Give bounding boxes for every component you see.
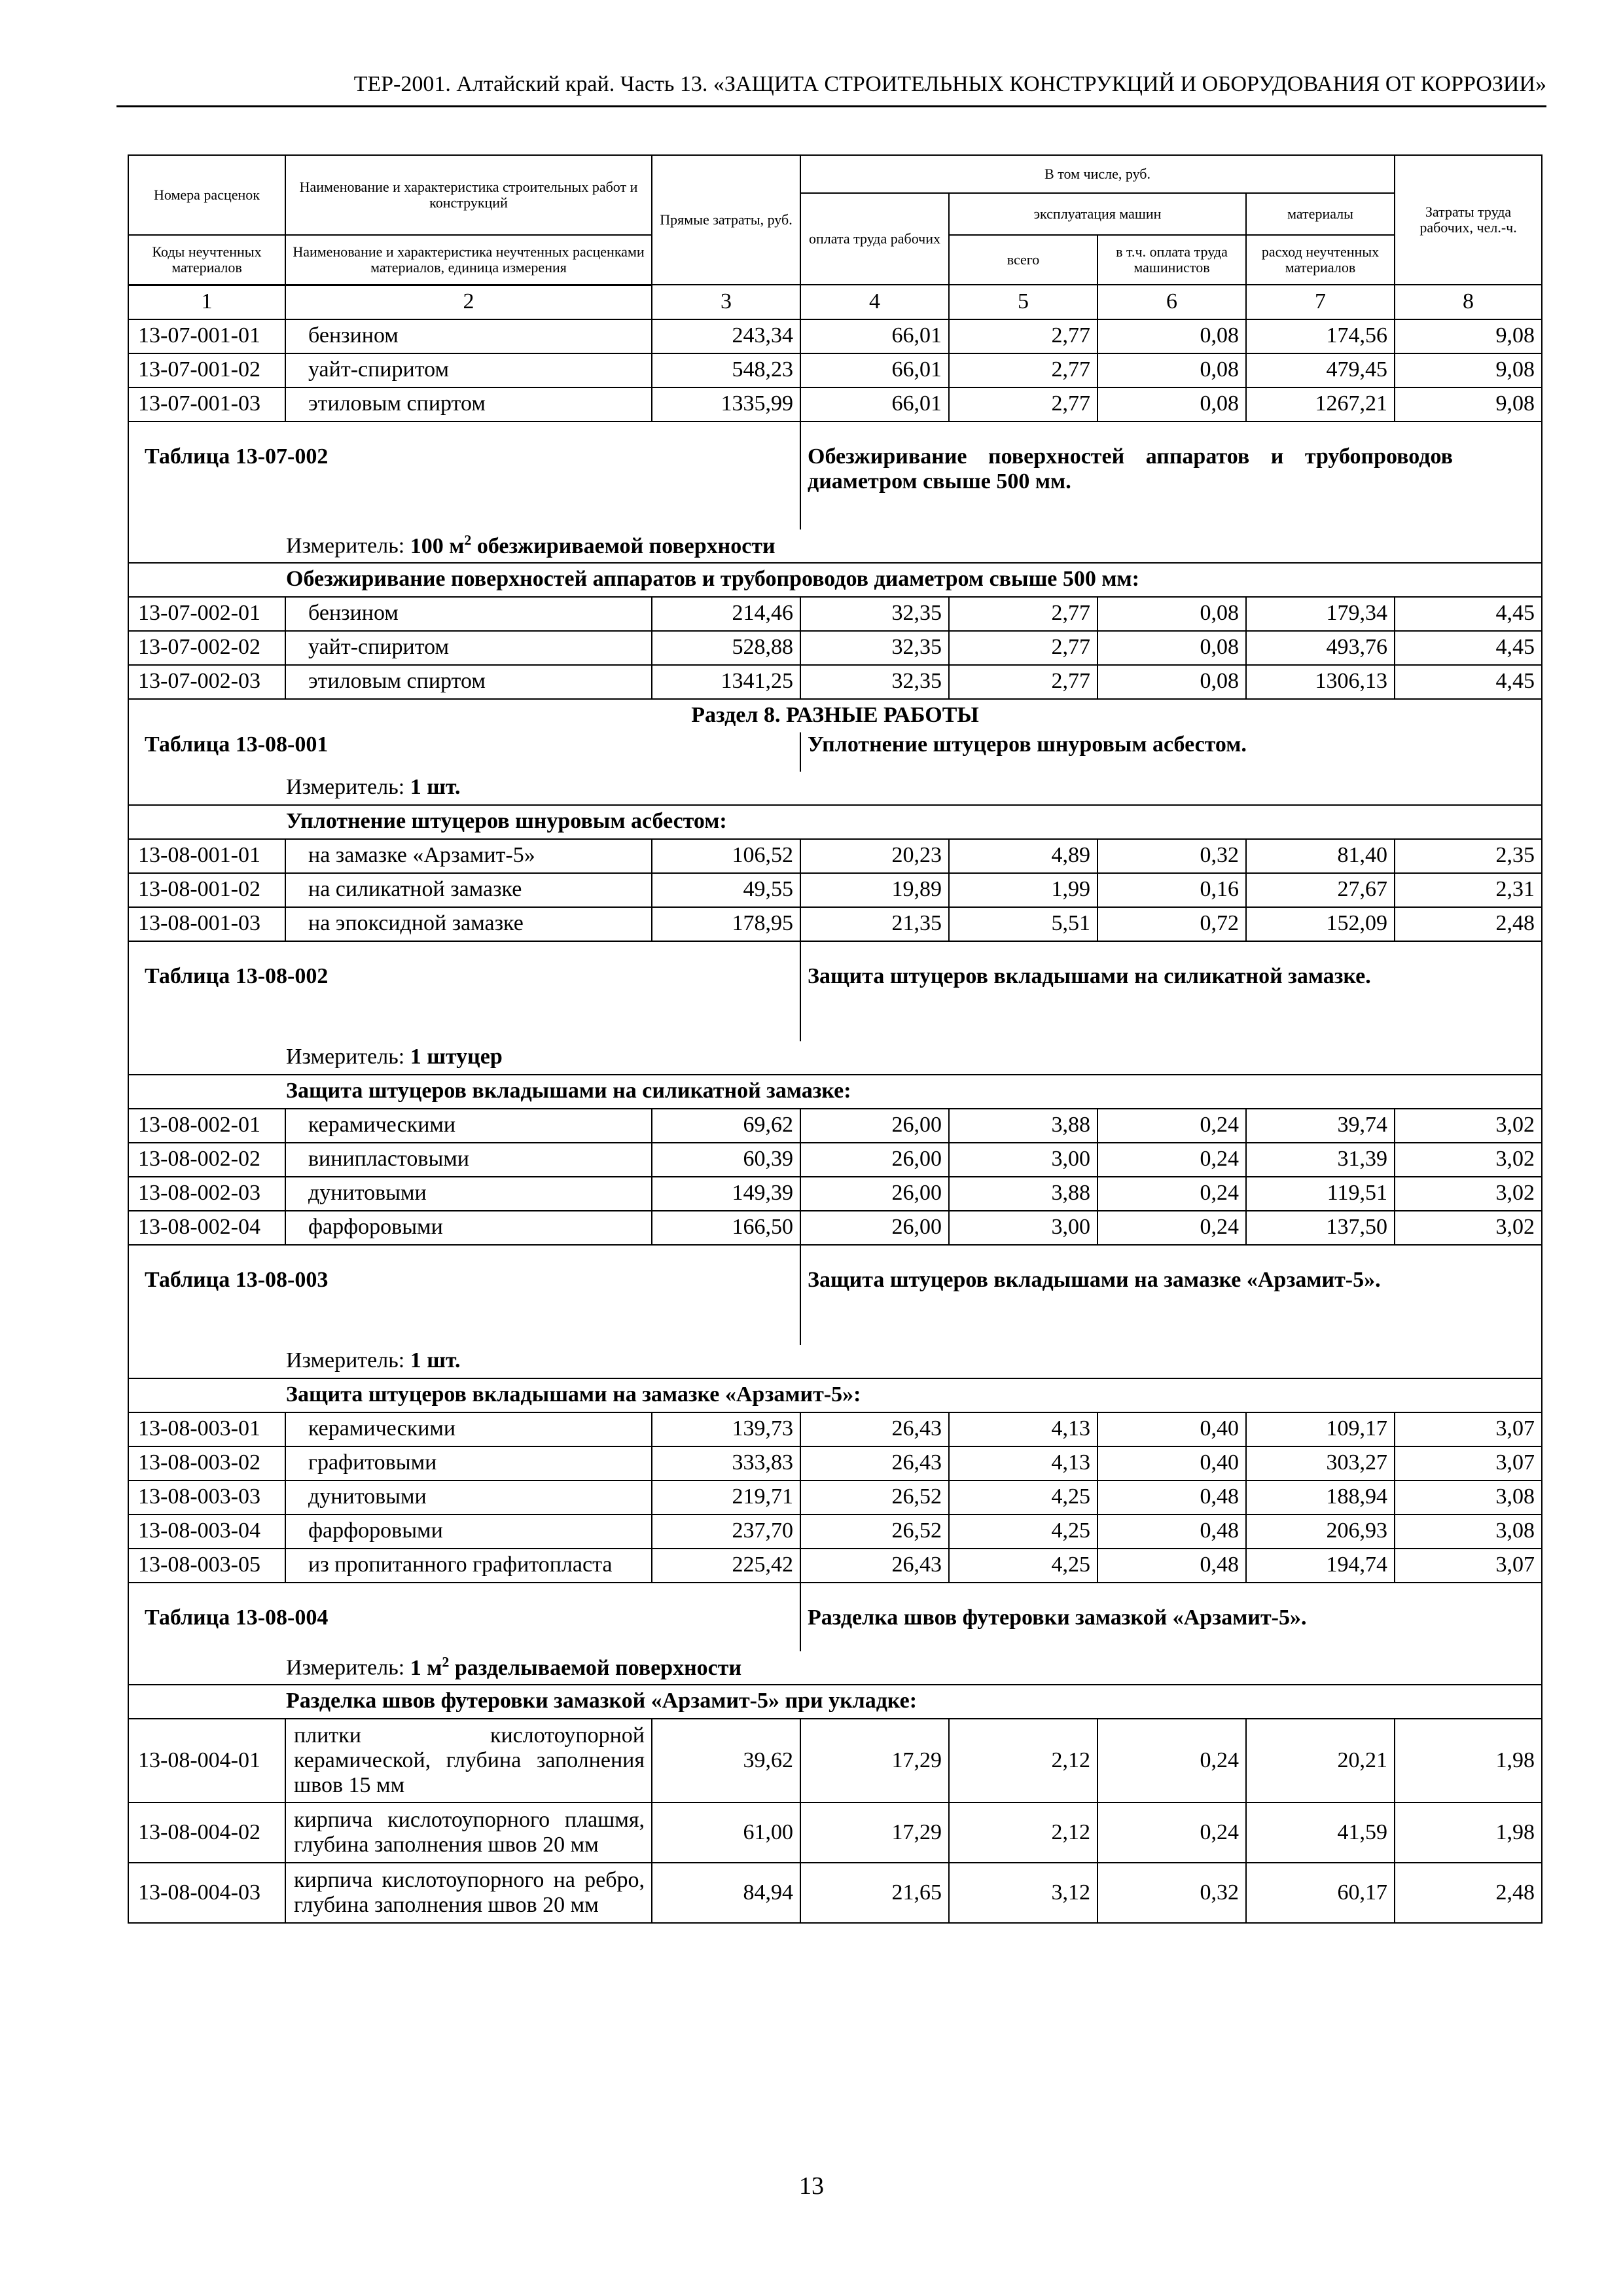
cell-labor-costs: 3,02 [1395, 1143, 1542, 1177]
cell-rate-code: 13-07-001-02 [128, 353, 285, 387]
cell-direct-costs: 1341,25 [652, 665, 800, 699]
column-numbers-row [128, 285, 1542, 319]
table-row [128, 1177, 1542, 1211]
col-material-codes: Коды неучтенных материалов [128, 235, 285, 285]
cell-work-name: дунитовыми [285, 1177, 652, 1211]
cell-direct-costs: 333,83 [652, 1446, 800, 1480]
cell-labor-costs: 1,98 [1395, 1803, 1542, 1863]
cell-labor-costs: 3,02 [1395, 1177, 1542, 1211]
cell-rate-code: 13-07-002-02 [128, 631, 285, 665]
cell-machines-total: 2,77 [949, 597, 1097, 631]
table-13-08-002 [128, 941, 1542, 1109]
table-row [128, 1480, 1542, 1515]
cell-direct-costs: 178,95 [652, 907, 800, 941]
cell-labor-pay: 26,52 [800, 1480, 949, 1515]
rows-13-07-002 [128, 597, 1542, 699]
column-number: 3 [652, 285, 800, 319]
table-row [128, 907, 1542, 941]
cell-rate-code: 13-08-002-01 [128, 1109, 285, 1143]
table-row [128, 1803, 1542, 1863]
rows-13-08-003 [128, 1412, 1542, 1583]
table-row [128, 1863, 1542, 1923]
col-material-names: Наименование и характеристика неучтенных расценками материалов, единица измерения [285, 235, 652, 285]
table-row [128, 1446, 1542, 1480]
cell-labor-costs: 4,45 [1395, 597, 1542, 631]
cell-work-name: винипластовыми [285, 1143, 652, 1177]
col-including: В том числе, руб. [800, 155, 1395, 193]
section-8 [128, 699, 1542, 732]
cell-machines-total: 4,25 [949, 1549, 1097, 1583]
cell-machines-total: 3,88 [949, 1109, 1097, 1143]
cell-work-name: фарфоровыми [285, 1211, 652, 1245]
top-rows [128, 319, 1542, 422]
section-title: Раздел 8. РАЗНЫЕ РАБОТЫ [128, 699, 1542, 732]
cell-work-name: этиловым спиртом [285, 665, 652, 699]
cell-work-name: на эпоксидной замазке [285, 907, 652, 941]
cell-work-name: кирпича кислотоупорного на ребро, глубина заполнения швов 20 мм [285, 1863, 652, 1923]
table-row [128, 597, 1542, 631]
cell-work-name: керамическими [285, 1109, 652, 1143]
cell-machines-total: 2,12 [949, 1719, 1097, 1803]
cell-machinist-pay: 0,40 [1097, 1412, 1246, 1446]
table-meter: Измеритель: 1 шт. [128, 772, 1542, 805]
cell-direct-costs: 69,62 [652, 1109, 800, 1143]
column-number: 5 [949, 285, 1097, 319]
cell-machinist-pay: 0,08 [1097, 631, 1246, 665]
table-meter: Измеритель: 1 шт. [128, 1345, 1542, 1378]
cell-labor-pay: 32,35 [800, 665, 949, 699]
col-machines-total: всего [949, 235, 1097, 285]
cell-materials-cost: 20,21 [1246, 1719, 1395, 1803]
cell-machinist-pay: 0,08 [1097, 387, 1246, 422]
cell-materials-cost: 194,74 [1246, 1549, 1395, 1583]
col-materials-consumption: расход неучтенных материалов [1246, 235, 1395, 285]
cell-machines-total: 2,12 [949, 1803, 1097, 1863]
col-work-name: Наименование и характеристика строительных работ и конструкций [285, 155, 652, 235]
cell-labor-costs: 3,07 [1395, 1549, 1542, 1583]
cell-materials-cost: 60,17 [1246, 1863, 1395, 1923]
cell-rate-code: 13-07-001-03 [128, 387, 285, 422]
table-number: Таблица 13-08-003 [128, 1245, 800, 1345]
cell-rate-code: 13-08-001-03 [128, 907, 285, 941]
table-row [128, 1109, 1542, 1143]
cell-machines-total: 3,00 [949, 1143, 1097, 1177]
table-13-08-001 [128, 732, 1542, 839]
page-number: 13 [799, 2172, 824, 2200]
cell-work-name: на силикатной замазке [285, 873, 652, 907]
cell-rate-code: 13-08-003-01 [128, 1412, 285, 1446]
cell-rate-code: 13-08-003-03 [128, 1480, 285, 1515]
cell-direct-costs: 139,73 [652, 1412, 800, 1446]
cell-rate-code: 13-08-004-03 [128, 1863, 285, 1923]
cell-direct-costs: 61,00 [652, 1803, 800, 1863]
column-number: 4 [800, 285, 949, 319]
table-row [128, 873, 1542, 907]
cell-rate-code: 13-08-003-05 [128, 1549, 285, 1583]
cell-machines-total: 2,77 [949, 631, 1097, 665]
col-direct-costs: Прямые затраты, руб. [652, 155, 800, 285]
cell-rate-code: 13-08-002-02 [128, 1143, 285, 1177]
cell-materials-cost: 1306,13 [1246, 665, 1395, 699]
table-meter: Измеритель: 1 штуцер [128, 1041, 1542, 1075]
cell-materials-cost: 493,76 [1246, 631, 1395, 665]
cell-machinist-pay: 0,24 [1097, 1177, 1246, 1211]
cell-direct-costs: 528,88 [652, 631, 800, 665]
cell-work-name: фарфоровыми [285, 1515, 652, 1549]
column-number: 6 [1097, 285, 1246, 319]
cell-machines-total: 4,25 [949, 1515, 1097, 1549]
table-row [128, 839, 1542, 873]
cell-labor-costs: 4,45 [1395, 665, 1542, 699]
table-13-08-003 [128, 1245, 1542, 1412]
cell-machines-total: 5,51 [949, 907, 1097, 941]
table-meter: Измеритель: 100 $м^2$ обезжириваемой поверхности [128, 529, 1542, 563]
cell-direct-costs: 106,52 [652, 839, 800, 873]
table-13-08-004 [128, 1583, 1542, 1719]
table-number: Таблица 13-08-001 [128, 732, 800, 772]
cell-labor-pay: 66,01 [800, 353, 949, 387]
cell-labor-pay: 26,52 [800, 1515, 949, 1549]
cell-labor-pay: 26,00 [800, 1177, 949, 1211]
cell-rate-code: 13-07-002-03 [128, 665, 285, 699]
cell-machinist-pay: 0,08 [1097, 665, 1246, 699]
cell-direct-costs: 214,46 [652, 597, 800, 631]
cell-materials-cost: 303,27 [1246, 1446, 1395, 1480]
col-labor-costs: Затраты труда рабочих, чел.-ч. [1395, 155, 1542, 285]
cell-machinist-pay: 0,72 [1097, 907, 1246, 941]
cell-labor-pay: 66,01 [800, 387, 949, 422]
table-row [128, 353, 1542, 387]
cell-rate-code: 13-08-001-01 [128, 839, 285, 873]
cell-machines-total: 4,25 [949, 1480, 1097, 1515]
cell-machinist-pay: 0,24 [1097, 1719, 1246, 1803]
running-title: ТЕР-2001. Алтайский край. Часть 13. «ЗАЩИТА СТРОИТЕЛЬНЫХ КОНСТРУКЦИЙ И ОБОРУДОВАНИЯ ОТ КОРРОЗИИ» [116, 67, 1546, 107]
cell-machines-total: 3,00 [949, 1211, 1097, 1245]
rows-13-08-004 [128, 1719, 1542, 1923]
cell-machinist-pay: 0,32 [1097, 839, 1246, 873]
cell-labor-costs: 9,08 [1395, 319, 1542, 353]
cell-labor-costs: 4,45 [1395, 631, 1542, 665]
cell-rate-code: 13-08-002-03 [128, 1177, 285, 1211]
cell-machinist-pay: 0,08 [1097, 353, 1246, 387]
table-title: Защита штуцеров вкладышами на замазке «Арзамит-5». [800, 1245, 1542, 1345]
cell-machinist-pay: 0,48 [1097, 1515, 1246, 1549]
cell-materials-cost: 41,59 [1246, 1803, 1395, 1863]
cell-work-name: на замазке «Арзамит-5» [285, 839, 652, 873]
cell-labor-pay: 32,35 [800, 631, 949, 665]
cell-labor-pay: 26,43 [800, 1412, 949, 1446]
cell-labor-pay: 66,01 [800, 319, 949, 353]
cell-direct-costs: 60,39 [652, 1143, 800, 1177]
cell-labor-pay: 19,89 [800, 873, 949, 907]
table-row [128, 387, 1542, 422]
cell-machines-total: 1,99 [949, 873, 1097, 907]
table-row [128, 1211, 1542, 1245]
cell-labor-pay: 32,35 [800, 597, 949, 631]
cell-machinist-pay: 0,24 [1097, 1143, 1246, 1177]
rows-13-08-002 [128, 1109, 1542, 1245]
cell-labor-costs: 9,08 [1395, 387, 1542, 422]
cell-materials-cost: 137,50 [1246, 1211, 1395, 1245]
cell-rate-code: 13-08-004-01 [128, 1719, 285, 1803]
cell-machinist-pay: 0,24 [1097, 1803, 1246, 1863]
cell-machinist-pay: 0,48 [1097, 1480, 1246, 1515]
table-number: Таблица 13-08-004 [128, 1583, 800, 1651]
col-machine-operation: эксплуатация машин [949, 193, 1246, 235]
cell-materials-cost: 206,93 [1246, 1515, 1395, 1549]
table-13-07-002 [128, 422, 1542, 597]
table-subheader: Уплотнение штуцеров шнуровым асбестом: [128, 805, 1542, 839]
cell-labor-costs: 3,08 [1395, 1480, 1542, 1515]
cell-labor-costs: 2,48 [1395, 907, 1542, 941]
table-number: Таблица 13-07-002 [128, 422, 800, 529]
column-number: 1 [128, 285, 285, 319]
cell-machinist-pay: 0,08 [1097, 319, 1246, 353]
cell-labor-pay: 26,00 [800, 1143, 949, 1177]
cell-machinist-pay: 0,24 [1097, 1109, 1246, 1143]
col-materials: материалы [1246, 193, 1395, 235]
cell-rate-code: 13-07-002-01 [128, 597, 285, 631]
cell-materials-cost: 1267,21 [1246, 387, 1395, 422]
cell-rate-code: 13-08-001-02 [128, 873, 285, 907]
cell-labor-pay: 17,29 [800, 1803, 949, 1863]
column-number: 8 [1395, 285, 1542, 319]
cell-materials-cost: 479,45 [1246, 353, 1395, 387]
cell-materials-cost: 174,56 [1246, 319, 1395, 353]
table-title: Защита штуцеров вкладышами на силикатной замазке. [800, 941, 1542, 1041]
cell-work-name: этиловым спиртом [285, 387, 652, 422]
cell-materials-cost: 109,17 [1246, 1412, 1395, 1446]
cell-labor-pay: 26,00 [800, 1109, 949, 1143]
cell-machines-total: 4,89 [949, 839, 1097, 873]
cell-work-name: из пропитанного графитопласта [285, 1549, 652, 1583]
cell-work-name: плитки кислотоупорной керамической, глубина заполнения швов 15 мм [285, 1719, 652, 1803]
cell-direct-costs: 225,42 [652, 1549, 800, 1583]
cell-labor-costs: 3,02 [1395, 1211, 1542, 1245]
cell-labor-costs: 3,02 [1395, 1109, 1542, 1143]
col-machinist-pay: в т.ч. оплата труда машинистов [1097, 235, 1246, 285]
cell-machines-total: 3,88 [949, 1177, 1097, 1211]
cell-direct-costs: 39,62 [652, 1719, 800, 1803]
cell-labor-pay: 26,00 [800, 1211, 949, 1245]
table-row [128, 1719, 1542, 1803]
cell-materials-cost: 179,34 [1246, 597, 1395, 631]
table-subheader: Защита штуцеров вкладышами на силикатной замазке: [128, 1075, 1542, 1109]
table-row [128, 319, 1542, 353]
cell-machines-total: 2,77 [949, 319, 1097, 353]
cell-labor-costs: 9,08 [1395, 353, 1542, 387]
table-subheader: Защита штуцеров вкладышами на замазке «Арзамит-5»: [128, 1378, 1542, 1412]
cell-rate-code: 13-07-001-01 [128, 319, 285, 353]
cell-work-name: бензином [285, 319, 652, 353]
cell-labor-pay: 21,35 [800, 907, 949, 941]
table-number: Таблица 13-08-002 [128, 941, 800, 1041]
table-row [128, 1412, 1542, 1446]
cell-rate-code: 13-08-002-04 [128, 1211, 285, 1245]
table-meter: Измеритель: 1 $м^2$ разделываемой поверхности [128, 1651, 1542, 1685]
cell-materials-cost: 188,94 [1246, 1480, 1395, 1515]
cell-direct-costs: 166,50 [652, 1211, 800, 1245]
cell-labor-costs: 3,07 [1395, 1446, 1542, 1480]
table-row [128, 1515, 1542, 1549]
col-labor-pay: оплата труда рабочих [800, 193, 949, 285]
cell-direct-costs: 84,94 [652, 1863, 800, 1923]
cell-labor-costs: 2,48 [1395, 1863, 1542, 1923]
table-row [128, 631, 1542, 665]
cell-labor-pay: 21,65 [800, 1863, 949, 1923]
cell-machinist-pay: 0,40 [1097, 1446, 1246, 1480]
cell-machines-total: 2,77 [949, 353, 1097, 387]
cell-work-name: дунитовыми [285, 1480, 652, 1515]
cell-labor-pay: 17,29 [800, 1719, 949, 1803]
rates-table [128, 154, 1543, 1924]
cell-labor-costs: 2,35 [1395, 839, 1542, 873]
cell-work-name: керамическими [285, 1412, 652, 1446]
cell-machines-total: 4,13 [949, 1446, 1097, 1480]
cell-direct-costs: 237,70 [652, 1515, 800, 1549]
col-rate-numbers: Номера расценок [128, 155, 285, 235]
cell-direct-costs: 243,34 [652, 319, 800, 353]
table-subheader: Разделка швов футеровки замазкой «Арзамит-5» при укладке: [128, 1685, 1542, 1719]
cell-direct-costs: 219,71 [652, 1480, 800, 1515]
cell-materials-cost: 119,51 [1246, 1177, 1395, 1211]
cell-materials-cost: 81,40 [1246, 839, 1395, 873]
cell-machinist-pay: 0,08 [1097, 597, 1246, 631]
cell-work-name: уайт-спиритом [285, 631, 652, 665]
cell-labor-pay: 20,23 [800, 839, 949, 873]
cell-labor-costs: 2,31 [1395, 873, 1542, 907]
cell-direct-costs: 49,55 [652, 873, 800, 907]
cell-labor-costs: 1,98 [1395, 1719, 1542, 1803]
cell-machines-total: 2,77 [949, 665, 1097, 699]
cell-machinist-pay: 0,24 [1097, 1211, 1246, 1245]
cell-machinist-pay: 0,32 [1097, 1863, 1246, 1923]
cell-labor-costs: 3,08 [1395, 1515, 1542, 1549]
cell-rate-code: 13-08-003-02 [128, 1446, 285, 1480]
table-row [128, 1549, 1542, 1583]
rows-13-08-001 [128, 839, 1542, 941]
table-title: Уплотнение штуцеров шнуровым асбестом. [800, 732, 1542, 772]
cell-rate-code: 13-08-003-04 [128, 1515, 285, 1549]
cell-work-name: уайт-спиритом [285, 353, 652, 387]
cell-labor-pay: 26,43 [800, 1446, 949, 1480]
cell-machines-total: 2,77 [949, 387, 1097, 422]
cell-machinist-pay: 0,48 [1097, 1549, 1246, 1583]
cell-machinist-pay: 0,16 [1097, 873, 1246, 907]
cell-materials-cost: 27,67 [1246, 873, 1395, 907]
table-title: Разделка швов футеровки замазкой «Арзамит-5». [800, 1583, 1542, 1651]
cell-work-name: графитовыми [285, 1446, 652, 1480]
cell-materials-cost: 39,74 [1246, 1109, 1395, 1143]
cell-direct-costs: 1335,99 [652, 387, 800, 422]
cell-rate-code: 13-08-004-02 [128, 1803, 285, 1863]
column-number: 2 [285, 285, 652, 319]
cell-machines-total: 4,13 [949, 1412, 1097, 1446]
column-number: 7 [1246, 285, 1395, 319]
cell-work-name: бензином [285, 597, 652, 631]
cell-direct-costs: 548,23 [652, 353, 800, 387]
cell-work-name: кирпича кислотоупорного плашмя, глубина заполнения швов 20 мм [285, 1803, 652, 1863]
cell-direct-costs: 149,39 [652, 1177, 800, 1211]
table-subheader: Обезжиривание поверхностей аппаратов и трубопроводов диаметром свыше 500 мм: [128, 563, 1542, 597]
cell-materials-cost: 31,39 [1246, 1143, 1395, 1177]
cell-machines-total: 3,12 [949, 1863, 1097, 1923]
cell-labor-pay: 26,43 [800, 1549, 949, 1583]
table-row [128, 1143, 1542, 1177]
table-header [128, 155, 1542, 285]
cell-labor-costs: 3,07 [1395, 1412, 1542, 1446]
cell-materials-cost: 152,09 [1246, 907, 1395, 941]
table-title: Обезжиривание поверхностей аппаратов и трубопроводов диаметром свыше 500 мм. [800, 422, 1542, 529]
table-row [128, 665, 1542, 699]
